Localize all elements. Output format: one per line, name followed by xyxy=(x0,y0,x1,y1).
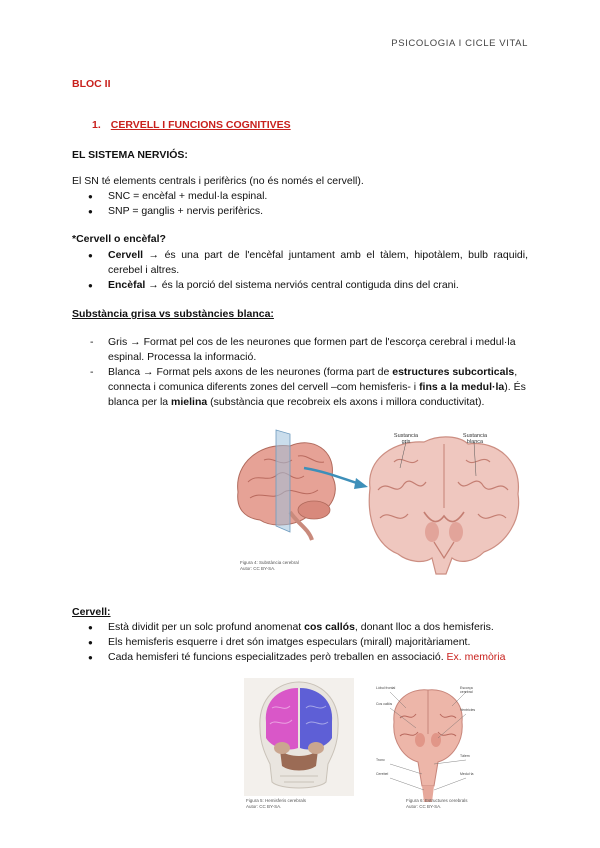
list-item xyxy=(72,248,528,278)
figure-hemisferis xyxy=(244,678,354,808)
label-left-3: Cerebel xyxy=(376,772,389,776)
bloc-title: BLOC II xyxy=(72,78,111,90)
list-item: ● Els hemisferis esquerre i dret són imatges especulars (mirall) majoritàriament. xyxy=(72,635,528,650)
list-item-blanca xyxy=(72,365,528,410)
skull-hemispheres-illustration xyxy=(244,678,354,808)
blanca-text: (substància que recobreix els axons i millora conductivitat). xyxy=(207,396,485,408)
label-right-1: Ventricles xyxy=(460,708,476,712)
cervell-heading-text: Cervell: xyxy=(72,606,111,618)
term-encefal: Encèfal xyxy=(108,279,146,291)
label-left-0: Lòbul frontal xyxy=(376,686,396,690)
term-cervell: Cervell xyxy=(108,249,144,261)
list-item xyxy=(72,278,528,293)
substancia-heading-text: Substància grisa vs substàncies blanca: xyxy=(72,308,274,320)
figure-estructures xyxy=(376,678,480,808)
label-left-2: Tronc xyxy=(376,758,385,762)
blanca-text: , connecta i comunica diferents zones del cervell –com hemisferis- i xyxy=(108,366,518,393)
cervell-list xyxy=(72,620,528,665)
sistema-intro: El SN té elements centrals i perifèrics (no és només el cervell). xyxy=(72,175,364,187)
list-item xyxy=(72,620,528,635)
cervell-encefal-heading: *Cervell o encèfal? xyxy=(72,233,166,245)
cervell-item-text: Cada hemisferi té funcions especialitzades però treballen en associació. xyxy=(108,651,447,663)
label-right-0: Escorça cerebral xyxy=(460,686,473,694)
cervell-heading xyxy=(72,606,111,618)
label-right-3: Medul·la xyxy=(460,772,474,776)
blanca-bold-2: fins a la medul·la xyxy=(419,381,505,393)
blanca-text: ). És blanca per la xyxy=(108,381,526,408)
blanca-text: Blanca → Format pels axons de les neurones (forma part de xyxy=(108,366,393,378)
coronal-section-illustration xyxy=(376,678,480,808)
substancia-list xyxy=(72,335,528,410)
substancia-heading xyxy=(72,308,274,320)
label-sustancia-blanca: Sustancia blanca xyxy=(462,433,488,445)
blanca-bold-3: mielina xyxy=(171,396,208,408)
cervell-encefal-list xyxy=(72,248,528,293)
figure2-caption: Figura 5: Hemisferis cerebrals Autor: CC BY-SA. xyxy=(246,798,307,809)
cervell-item-text: Està dividit per un solc profund anomenat xyxy=(108,621,305,633)
section-number: 1. xyxy=(92,119,101,131)
section-title: CERVELL I FUNCIONS COGNITIVES xyxy=(110,119,291,131)
list-item: ● SNP = ganglis + nervis perifèrics. xyxy=(72,204,528,219)
label-right-2: Tàlem xyxy=(460,754,470,758)
section-heading xyxy=(92,119,291,131)
sistema-list xyxy=(72,189,528,219)
list-item: ● SNC = encèfal + medul·la espinal. xyxy=(72,189,528,204)
label-left-1: Cos callós xyxy=(376,702,393,706)
figure1-caption: Figura 4: Substància cerebral Autor: CC BY-SA. xyxy=(240,560,299,571)
list-item-gris: - Gris → Format pel cos de les neurones que formen part de l'escorça cerebral i medul·la espinal. Processa la informació. xyxy=(72,335,528,365)
cervell-item-text: , donant lloc a dos hemisferis. xyxy=(354,621,494,633)
figure-substancia xyxy=(228,428,528,588)
definition-cervell: → és una part de l'encèfal juntament amb el tàlem, hipotàlem, bulb raquidi, cerebel i altres. xyxy=(108,249,528,276)
running-header: PSICOLOGIA I CICLE VITAL xyxy=(391,38,528,49)
label-sustancia-gris: Sustancia gris xyxy=(393,433,419,445)
figure3-caption: Figura 6: Estructures cerebrals Autor: CC BY-SA. xyxy=(406,798,468,809)
example-memoria: Ex. memòria xyxy=(446,651,506,663)
list-item xyxy=(72,650,528,665)
definition-encefal: → és la porció del sistema nerviós central contiguda dins del crani. xyxy=(145,279,459,291)
sistema-heading: EL SISTEMA NERVIÓS: xyxy=(72,149,188,161)
term-cos-callos: cos callós xyxy=(304,621,355,633)
blanca-bold-1: estructures subcorticals xyxy=(392,366,515,378)
